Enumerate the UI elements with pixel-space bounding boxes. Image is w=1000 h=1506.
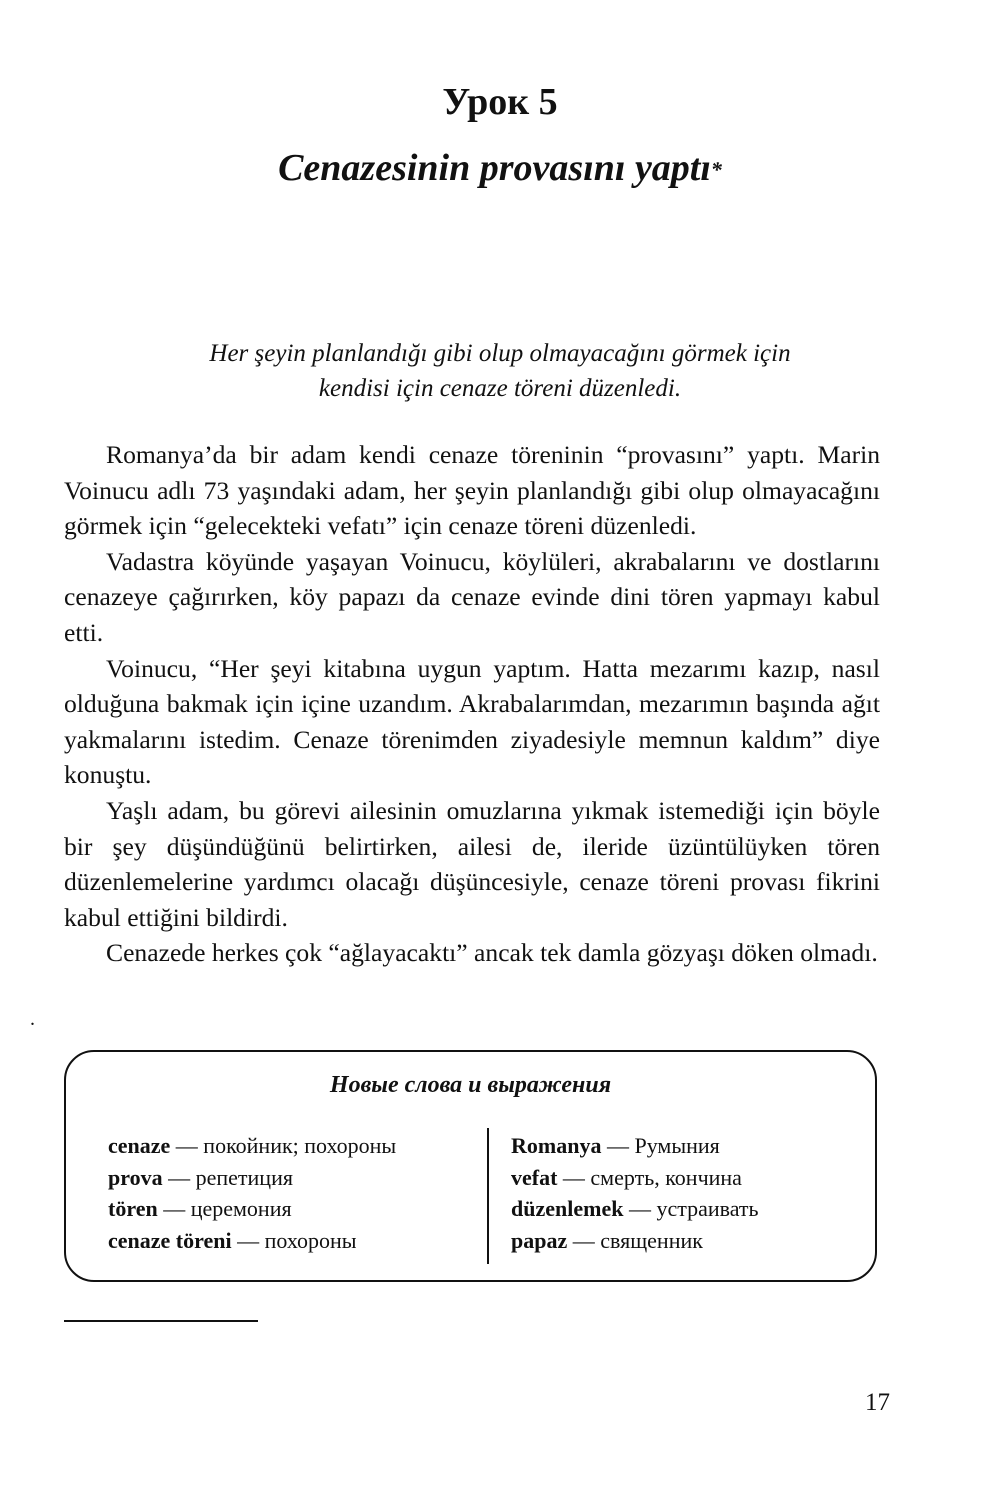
vocabulary-separator: — <box>231 1227 265 1253</box>
vocabulary-separator: — <box>170 1133 204 1158</box>
footnote-marker: * <box>710 157 722 182</box>
vocabulary-entry <box>511 1162 759 1194</box>
vocabulary-meaning: похороны <box>264 1227 357 1253</box>
paragraph: Cenazede herkes çok “ağlayacaktı” ancak tek damla gözyaşı döken olmadı. <box>106 938 878 968</box>
vocabulary-title: Новые слова и выражения <box>329 1072 612 1098</box>
vocabulary-entry <box>108 1225 396 1257</box>
lesson-title: Урок 5 <box>442 81 558 123</box>
vocabulary-meaning: репетиция <box>195 1164 293 1190</box>
vocabulary-entry <box>511 1130 759 1162</box>
vocabulary-meaning: Румыния <box>634 1133 720 1158</box>
paragraph: Voinucu, “Her şeyi kitabına uygun yaptım. Hatta mezarımı kazıp, nasıl olduğuna bakmak için içine uzandım. Akrabalarımdan, mezarımın başında ağıt yakmalarını istedim. Cenaze törenimden ziyadesiyle memnun kaldım” diye konuştu. <box>64 653 880 790</box>
lead-line: Her şeyin planlandığı gibi olup olmayacağını görmek için <box>209 340 791 367</box>
vocabulary-separator: — <box>623 1196 657 1221</box>
paragraph: Vadastra köyünde yaşayan Voinucu, köylüleri, akrabalarını ve dostlarını cenazeye çağırırken, köy papazı da cenaze evinde dini tören yapmayı kabul etti. <box>64 546 880 647</box>
lesson-subtitle <box>0 144 1000 192</box>
vocabulary-term: tören <box>108 1196 158 1221</box>
vocabulary-separator: — <box>162 1164 196 1190</box>
stray-mark: . <box>30 1008 35 1030</box>
vocabulary-meaning: священник <box>600 1227 703 1253</box>
vocabulary-column-right <box>511 1130 759 1256</box>
vocabulary-term: vefat <box>511 1164 558 1190</box>
vocabulary-term: prova <box>108 1164 163 1190</box>
vocabulary-term: Romanya <box>511 1133 602 1158</box>
vocabulary-term: papaz <box>511 1227 568 1253</box>
lead-summary <box>80 336 920 406</box>
vocabulary-entry <box>511 1193 759 1225</box>
vocabulary-separator: — <box>601 1133 635 1158</box>
vocabulary-box <box>64 1050 877 1282</box>
vocabulary-meaning: устраивать <box>656 1196 759 1221</box>
vocabulary-separator: — <box>567 1227 601 1253</box>
vocabulary-entry <box>108 1130 396 1162</box>
paragraph: Yaşlı adam, bu görevi ailesinin omuzlarına yıkmak istemediği için böyle bir şey düşündüğünü belirtirken, ailesi de, ileride üzüntülüyken tören düzenlemelerine yardımcı olacağı düşüncesiyle, cenaze töreni provası fikrini kabul ettiğini bildirdi. <box>64 795 880 932</box>
vocabulary-column-left <box>108 1130 396 1256</box>
lesson-subtitle-text: Cenazesinin provasını yaptı <box>278 147 711 189</box>
vocabulary-divider <box>487 1128 489 1264</box>
vocabulary-entry <box>108 1193 396 1225</box>
vocabulary-entry <box>108 1162 396 1194</box>
vocabulary-term: cenaze töreni <box>108 1227 232 1253</box>
vocabulary-meaning: смерть, кончина <box>590 1164 742 1190</box>
vocabulary-entry <box>511 1225 759 1257</box>
vocabulary-meaning: покойник; похороны <box>203 1133 397 1158</box>
vocabulary-separator: — <box>157 1196 191 1221</box>
vocabulary-term: cenaze <box>108 1133 171 1158</box>
vocabulary-meaning: церемония <box>190 1196 292 1221</box>
footnote-rule <box>64 1320 258 1322</box>
page-number: 17 <box>865 1389 890 1416</box>
lead-line: kendisi için cenaze töreni düzenledi. <box>318 375 682 402</box>
vocabulary-separator: — <box>557 1164 591 1190</box>
paragraph: Romanya’da bir adam kendi cenaze töreninin “provasını” yaptı. Marin Voinucu adlı 73 yaşındaki adam, her şeyin planlandığı gibi olup olmayacağını görmek için “gelecekteki vefatı” için cenaze töreni düzenledi. <box>64 440 880 541</box>
vocabulary-term: düzenlemek <box>511 1196 624 1221</box>
article-body <box>64 437 880 971</box>
